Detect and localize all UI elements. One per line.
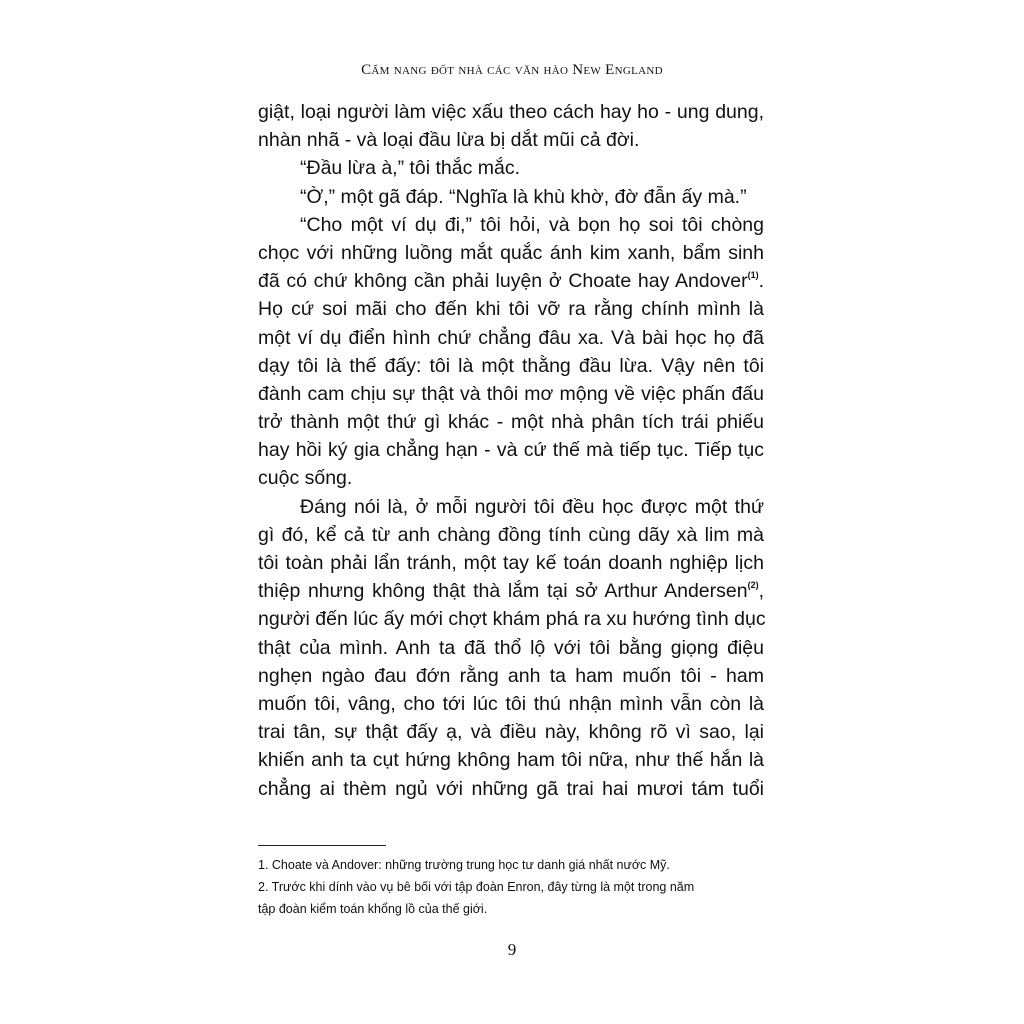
footnote-divider <box>258 845 386 846</box>
text-line: đành cam chịu sự thật và thôi mơ mộng về việc phấn đấu <box>258 382 764 405</box>
running-head: Cẩm nang đốt nhà các văn hào New England <box>361 62 663 78</box>
text-line: Họ cứ soi mãi cho đến khi tôi vỡ ra rằng chính mình là <box>258 298 764 321</box>
text-line: tôi toàn phải lẩn tránh, một tay kế toán doanh nghiệp lịch <box>258 552 764 574</box>
punctuation: . <box>758 270 764 293</box>
text-line: thật của mình. Anh ta đã thổ lộ với tôi bằng giọng điệu <box>258 636 764 659</box>
text-line <box>258 267 764 295</box>
text-line-content: đã có chứ không cần phải luyện ở Choate hay Andover <box>258 270 748 293</box>
text-line: “Cho một ví dụ đi,” tôi hỏi, và bọn họ soi tôi chòng <box>300 213 764 236</box>
text-line: khiến anh ta cụt hứng không ham tôi nữa, như thế hắn là <box>258 749 764 772</box>
text-line: trở thành một thứ gì khác - một nhà phân tích trái phiếu <box>258 411 764 434</box>
text-line: muốn tôi, vâng, cho tới lúc tôi thú nhận mình vẫn còn là <box>258 692 764 715</box>
page-number: 9 <box>507 940 517 959</box>
footnote-ref-1: (1) <box>747 270 759 281</box>
text-line: giật, loại người làm việc xấu theo cách hay ho - ung dung, <box>258 101 764 123</box>
text-line: nghẹn ngào đau đớn rằng anh ta ham muốn tôi - ham <box>258 664 764 687</box>
text-line: một ví dụ điển hình chứ chẳng đâu xa. Và bài học họ đã <box>258 326 764 349</box>
text-line: trai tân, sự thật đấy ạ, và điều này, không rõ vì sao, lại <box>258 721 764 744</box>
text-line <box>258 577 764 605</box>
text-line: nhàn nhã - và loại đầu lừa bị dắt mũi cả đời. <box>258 129 640 152</box>
footnotes <box>258 854 778 920</box>
footnote-2-continued: tập đoàn kiểm toán khổng lồ của thế giới. <box>258 902 488 916</box>
footnote-2: 2. Trước khi dính vào vụ bê bối với tập đoàn Enron, đây từng là một trong năm <box>258 880 695 894</box>
text-line-content: thiệp nhưng không thật thà lắm tại sở Arthur Andersen <box>258 580 748 603</box>
text-line: cuộc sống. <box>258 467 353 490</box>
text-line: gì đó, kể cả từ anh chàng đồng tính cùng dãy xà lim mà <box>258 523 764 546</box>
body-text <box>258 98 764 803</box>
text-line: người đến lúc ấy mới chợt khám phá ra xu hướng tình dục <box>258 608 766 631</box>
text-line: chọc với những luồng mắt quắc ánh kim xanh, bẩm sinh <box>258 241 764 264</box>
text-line: “Ờ,” một gã đáp. “Nghĩa là khù khờ, đờ đẫn ấy mà.” <box>300 185 747 208</box>
footnote-ref-2: (2) <box>747 580 759 591</box>
text-line: chẳng ai thèm ngủ với những gã trai hai mươi tám tuổi <box>258 777 764 800</box>
footnote-1: 1. Choate và Andover: những trường trung học tư danh giá nhất nước Mỹ. <box>258 858 670 872</box>
text-line: “Đầu lừa à,” tôi thắc mắc. <box>300 157 521 180</box>
punctuation: , <box>758 580 764 603</box>
text-line: hay hồi ký gia chẳng hạn - và cứ thế mà tiếp tục. Tiếp tục <box>258 439 764 462</box>
text-line: Đáng nói là, ở mỗi người tôi đều học được một thứ <box>300 495 764 518</box>
text-line: dạy tôi là thế đấy: tôi là một thằng đầu lừa. Vậy nên tôi <box>258 354 764 377</box>
